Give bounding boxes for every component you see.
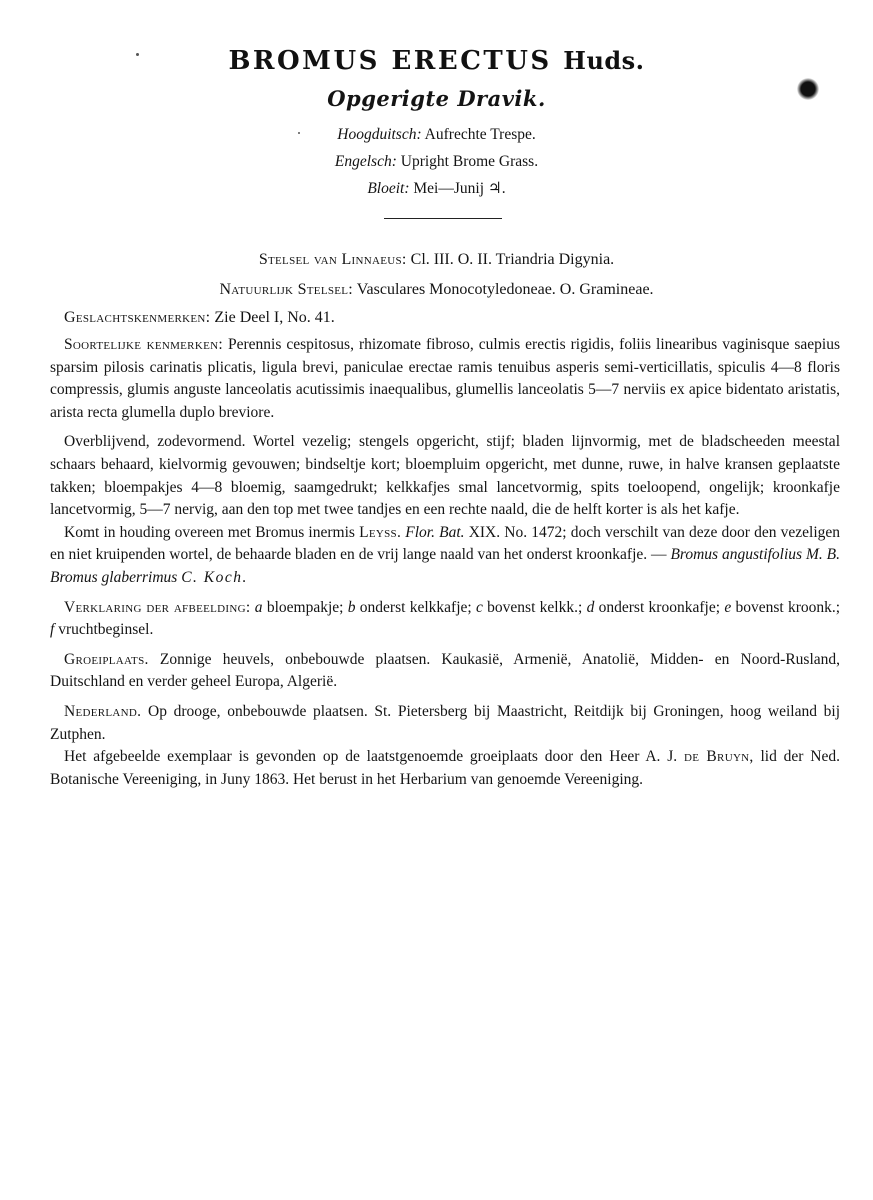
body-text: [50, 334, 840, 791]
name-line-english: [0, 148, 873, 175]
paragraph-text: XIX. No. 1472; doch verschilt van deze door den vezeligen en niet kruipenden wortel, de behaarde bladen en de vrij lange naald van het onderst kroonkafje. —: [50, 523, 841, 564]
name-line-flowering: [0, 175, 873, 202]
figure-key: e: [724, 598, 732, 616]
page-title: [0, 46, 873, 76]
paragraph-text: Het afgebeelde exemplaar is gevonden op de laatstgenoemde groeiplaats door den Heer A. J.: [64, 748, 678, 766]
divider: [384, 218, 502, 219]
netherlands-paragraph: [50, 701, 840, 746]
name-label: Hoogduitsch:: [337, 126, 422, 143]
figure-text: bloempakje;: [266, 598, 344, 616]
system-value: Cl. III. O. II. Triandria Digynia.: [410, 251, 615, 268]
figure-key: f: [50, 621, 55, 639]
description-paragraph: Overblijvend, zodevormend. Wortel vezelig; stengels opgericht, stijf; bladen lijnvormig, met de bladscheeden meestal schaars behaard, kielvormig gevouwen; bindseltje kort; bloempluim opgericht, met dunne, ruwe, in halve kransen geplaatste takken; bloempakjes 4—8 bloemig, saamgedrukt; kelkkafjes smal lancetvormig, spits toeloopend, ongelijk; kroonkafje lancetvormig, 5—7 nervig, aan den top met twee tandjes en een rechte naald, die de helft korter is als het kafje.: [50, 433, 840, 519]
figure-key: b: [347, 598, 356, 616]
paragraph-label: Groeiplaats.: [64, 650, 149, 668]
paragraph-label: Verklaring der afbeelding:: [64, 598, 251, 616]
name-label: Bloeit:: [367, 180, 410, 197]
author-name: Leyss.: [359, 523, 402, 541]
name-value: Mei—Junij ♃.: [413, 180, 506, 197]
title-author: Huds.: [563, 46, 645, 75]
figure-key: a: [254, 598, 263, 616]
comparison-paragraph: [50, 522, 840, 590]
synonym: Bromus angustifolius M. B.: [670, 546, 840, 564]
system-value: Vasculares Monocotyledoneae. O. Gramineae.: [356, 281, 654, 298]
name-value: Aufrechte Trespe.: [424, 126, 536, 143]
figure-explanation: [50, 597, 840, 642]
name-line-german: [0, 121, 873, 148]
title-species: BROMUS ERECTUS: [228, 46, 552, 76]
synonym: Bromus glaberrimus: [50, 568, 178, 586]
reference: Flor. Bat.: [405, 523, 465, 541]
page-subtitle: Opgerigte Dravik.: [327, 86, 546, 111]
genus-characters: [64, 309, 844, 327]
figure-text: onderst kelkkafje;: [359, 598, 472, 616]
paragraph-text: Komt in houding overeen met Bromus inermis: [64, 523, 355, 541]
figure-key: d: [586, 598, 595, 616]
natural-system: [0, 281, 873, 299]
linnaeus-system: [0, 251, 873, 269]
figure-key: c: [475, 598, 483, 616]
habitat-paragraph: [50, 649, 840, 694]
name-label: Engelsch:: [334, 153, 397, 170]
figure-text: bovenst kroonk.;: [735, 598, 841, 616]
person-name: de Bruyn,: [684, 748, 754, 766]
species-characters: [50, 334, 840, 424]
figure-text: vruchtbeginsel.: [58, 621, 154, 639]
common-names: [0, 121, 873, 202]
system-label: Stelsel van Linnaeus:: [258, 251, 407, 268]
name-value: Upright Brome Grass.: [400, 153, 539, 170]
system-label: Natuurlijk Stelsel:: [219, 281, 354, 298]
figure-text: onderst kroonkafje;: [598, 598, 721, 616]
figure-text: bovenst kelkk.;: [487, 598, 583, 616]
paragraph-text: Perennis cespitosus, rhizomate fibroso, culmis erectis rigidis, foliis linearibus vaginisque saepius sparsim pilosis carinatis plicatis, ligula brevi, paniculae erectae ramis tenuibus asperis semi-verticillatis, spiculis 4—8 floris compressis, glumis anguste lanceolatis acutissimis inaequalibus, glumellis lanceolatis 5—7 nerviis ex apice bidentato aristatis, arista recta glumella duplo breviore.: [50, 336, 841, 421]
paragraph-text: lid der Ned. Botanische Vereeniging, in Juny 1863. Het berust in het Herbarium van genoemde Vereeniging.: [50, 748, 840, 788]
system-value: Zie Deel I, No. 41.: [214, 309, 335, 326]
specimen-paragraph: [50, 746, 840, 791]
paragraph-text: Zonnige heuvels, onbebouwde plaatsen. Kaukasië, Armenië, Anatolië, Midden- en Noord-Rusland, Duitschland en verder geheel Europa, Algerië.: [50, 650, 841, 691]
synonym-author: C. Koch.: [181, 568, 248, 586]
system-label: Geslachtskenmerken:: [64, 309, 211, 326]
paragraph-label: Soortelijke kenmerken:: [64, 336, 223, 353]
paragraph-label: Nederland.: [64, 702, 142, 720]
paragraph-text: Op drooge, onbebouwde plaatsen. St. Pietersberg bij Maastricht, Reitdijk bij Groningen, hoog weiland bij Zutphen.: [50, 702, 840, 743]
